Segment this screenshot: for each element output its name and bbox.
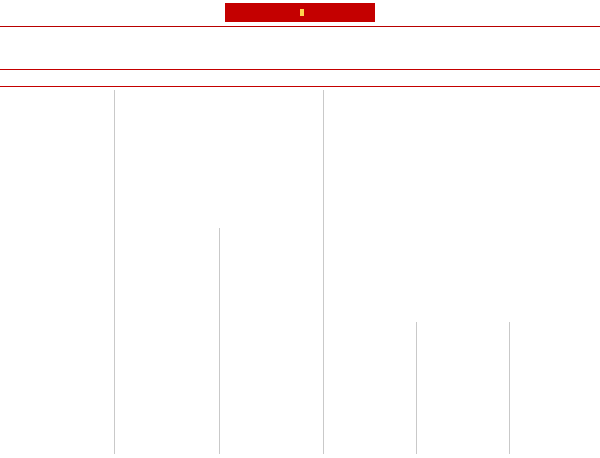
article-body xyxy=(8,170,111,268)
headline xyxy=(0,28,600,68)
column-divider xyxy=(323,90,324,454)
article-body xyxy=(118,352,216,392)
article-body xyxy=(327,405,413,454)
article-body xyxy=(327,367,413,394)
logo-tag xyxy=(300,9,304,16)
newspaper-logo xyxy=(225,3,375,22)
column-divider xyxy=(509,322,510,454)
subhead-rule xyxy=(0,69,600,87)
article-body xyxy=(8,279,111,329)
column-divider xyxy=(219,228,220,454)
article-body xyxy=(118,297,216,341)
article-body xyxy=(8,402,111,454)
article-body xyxy=(420,322,506,356)
article-body xyxy=(327,322,413,356)
article-body xyxy=(118,237,216,279)
article-body xyxy=(8,340,111,390)
article-body xyxy=(512,331,596,375)
article-body xyxy=(420,367,506,454)
article-body xyxy=(222,373,320,454)
article-body xyxy=(222,237,320,299)
article-body xyxy=(118,403,216,454)
column-divider xyxy=(114,90,115,454)
article-body xyxy=(222,310,320,362)
article-body xyxy=(512,394,596,454)
column-divider xyxy=(416,322,417,454)
article-body xyxy=(8,108,111,160)
